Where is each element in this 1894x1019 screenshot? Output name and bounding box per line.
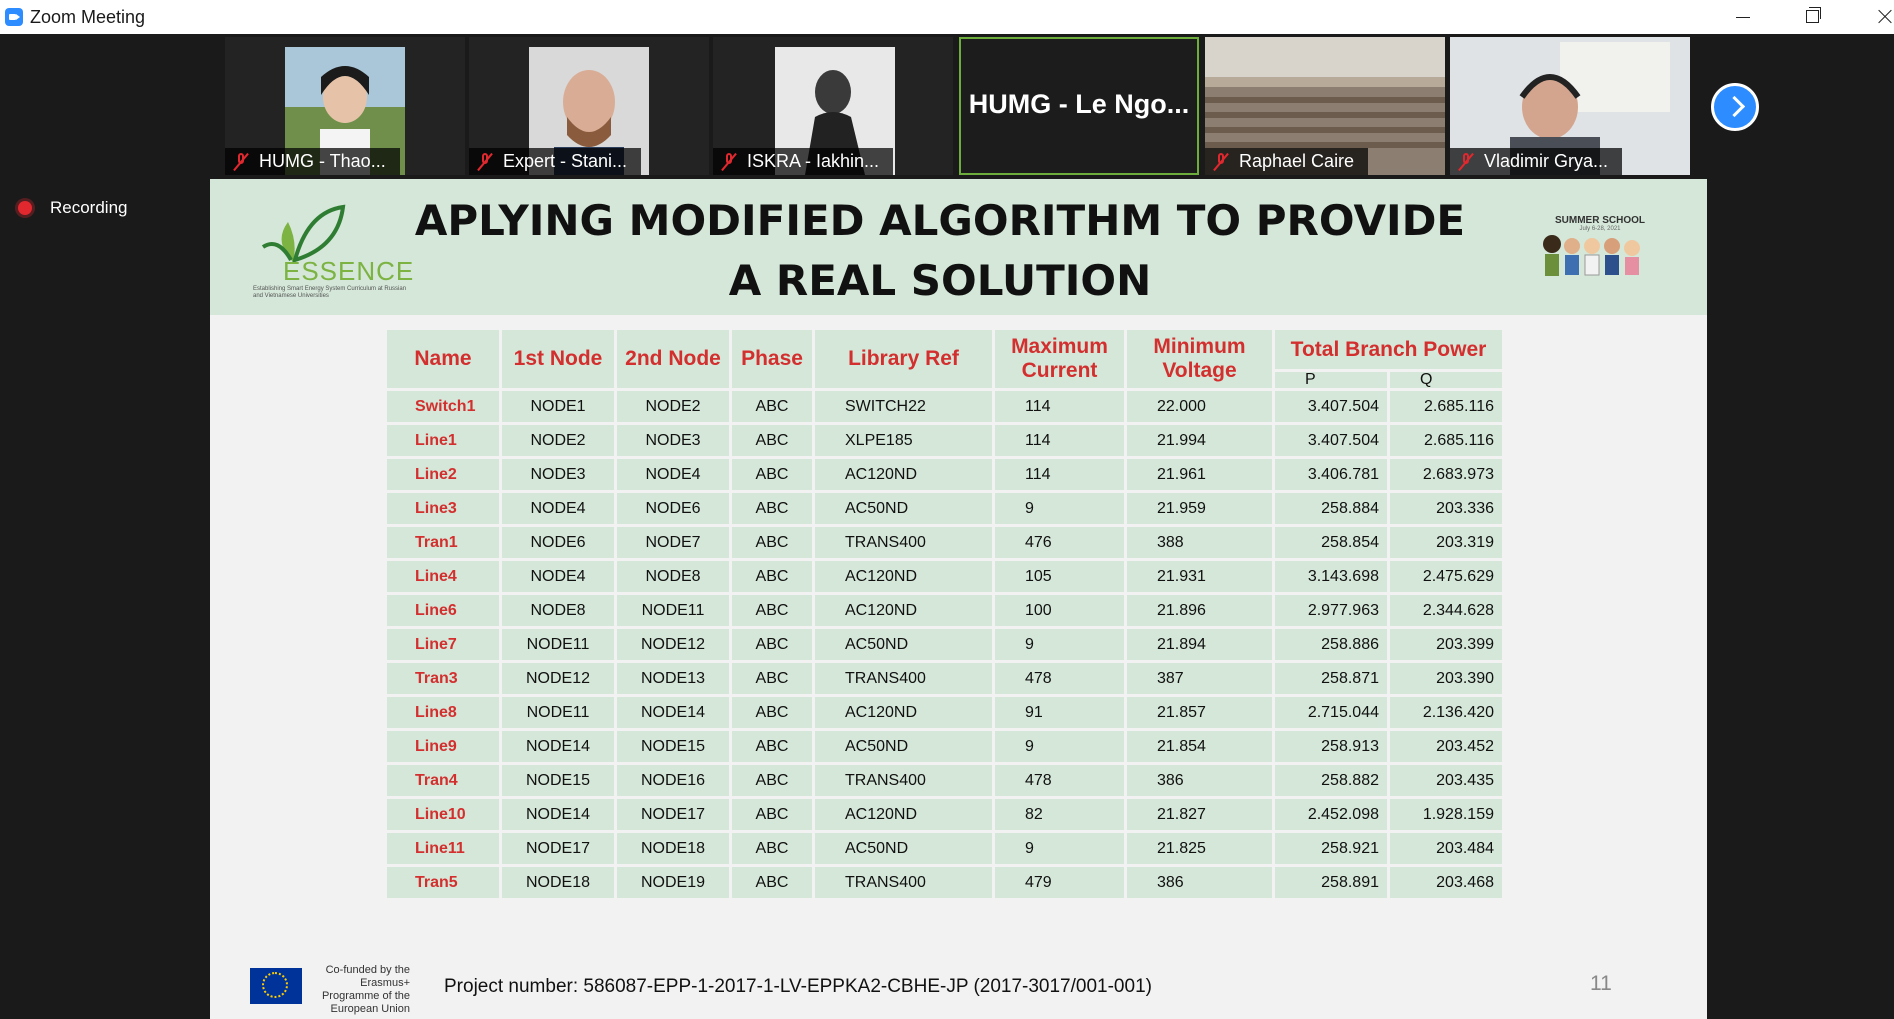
slide-header — [210, 179, 1707, 315]
cell-p: 3.407.504 — [1274, 390, 1389, 424]
cell-max-current: 114 — [994, 424, 1126, 458]
cell-min-voltage: 388 — [1126, 526, 1274, 560]
mic-muted-icon — [1458, 153, 1474, 170]
table-row — [386, 458, 1504, 492]
table-row — [386, 866, 1504, 900]
participant-tile[interactable] — [225, 37, 465, 175]
cell-q: 2.344.628 — [1389, 594, 1504, 628]
cell-min-voltage: 21.894 — [1126, 628, 1274, 662]
cell-q: 203.468 — [1389, 866, 1504, 900]
cell-min-voltage: 21.854 — [1126, 730, 1274, 764]
cell-library-ref: AC50ND — [814, 832, 994, 866]
cell-phase: ABC — [731, 628, 814, 662]
cell-name: Line2 — [386, 458, 501, 492]
cell-min-voltage: 387 — [1126, 662, 1274, 696]
cell-2nd-node: NODE14 — [616, 696, 731, 730]
col-header-min-voltage: Minimum Voltage — [1126, 329, 1274, 390]
cell-phase: ABC — [731, 798, 814, 832]
cell-library-ref: AC120ND — [814, 458, 994, 492]
col-header-total-branch-power: Total Branch Power — [1274, 329, 1504, 371]
cell-p: 258.882 — [1274, 764, 1389, 798]
col-header-2nd-node: 2nd Node — [616, 329, 731, 390]
restore-button[interactable] — [1788, 0, 1834, 34]
cell-2nd-node: NODE2 — [616, 390, 731, 424]
cell-library-ref: TRANS400 — [814, 764, 994, 798]
cell-phase: ABC — [731, 730, 814, 764]
cell-q: 2.475.629 — [1389, 560, 1504, 594]
cell-2nd-node: NODE7 — [616, 526, 731, 560]
zoom-app-icon — [5, 8, 23, 26]
cell-2nd-node: NODE8 — [616, 560, 731, 594]
logo-subtitle: Establishing Smart Energy System Curriculum at Russian and Vietnamese Universities — [253, 286, 407, 299]
cell-1st-node: NODE18 — [501, 866, 616, 900]
cell-1st-node: NODE4 — [501, 492, 616, 526]
cell-p: 258.913 — [1274, 730, 1389, 764]
cell-q: 2.685.116 — [1389, 390, 1504, 424]
cell-2nd-node: NODE18 — [616, 832, 731, 866]
next-page-button[interactable] — [1711, 83, 1759, 131]
cell-max-current: 114 — [994, 458, 1126, 492]
table-row — [386, 492, 1504, 526]
cell-2nd-node: NODE15 — [616, 730, 731, 764]
close-button[interactable] — [1860, 0, 1894, 34]
cell-q: 2.683.973 — [1389, 458, 1504, 492]
cell-2nd-node: NODE19 — [616, 866, 731, 900]
participant-tile[interactable] — [1450, 37, 1690, 175]
cell-1st-node: NODE14 — [501, 730, 616, 764]
cell-name: Line10 — [386, 798, 501, 832]
cell-1st-node: NODE8 — [501, 594, 616, 628]
col-header-library-ref: Library Ref — [814, 329, 994, 390]
cell-1st-node: NODE11 — [501, 628, 616, 662]
cell-library-ref: AC50ND — [814, 628, 994, 662]
cell-library-ref: AC120ND — [814, 560, 994, 594]
cell-1st-node: NODE6 — [501, 526, 616, 560]
active-speaker-name: HUMG - Le Ngo... — [968, 89, 1190, 119]
summer-school-badge — [1540, 215, 1660, 297]
cell-max-current: 100 — [994, 594, 1126, 628]
table-row — [386, 832, 1504, 866]
cell-phase: ABC — [731, 424, 814, 458]
table-row — [386, 798, 1504, 832]
cell-name: Line4 — [386, 560, 501, 594]
cell-min-voltage: 21.931 — [1126, 560, 1274, 594]
cell-library-ref: SWITCH22 — [814, 390, 994, 424]
cell-min-voltage: 21.827 — [1126, 798, 1274, 832]
cell-1st-node: NODE1 — [501, 390, 616, 424]
cell-min-voltage: 21.857 — [1126, 696, 1274, 730]
cell-max-current: 114 — [994, 390, 1126, 424]
mic-muted-icon — [1213, 153, 1229, 170]
cell-1st-node: NODE4 — [501, 560, 616, 594]
cell-phase: ABC — [731, 492, 814, 526]
cell-1st-node: NODE17 — [501, 832, 616, 866]
cell-phase: ABC — [731, 832, 814, 866]
table-row — [386, 730, 1504, 764]
cell-library-ref: TRANS400 — [814, 526, 994, 560]
cell-name: Tran1 — [386, 526, 501, 560]
participant-name: Vladimir Grya... — [1450, 148, 1622, 175]
cell-2nd-node: NODE16 — [616, 764, 731, 798]
cell-library-ref: AC50ND — [814, 492, 994, 526]
table-row — [386, 424, 1504, 458]
table-row — [386, 390, 1504, 424]
cell-phase: ABC — [731, 696, 814, 730]
cell-p: 258.886 — [1274, 628, 1389, 662]
cell-min-voltage: 21.994 — [1126, 424, 1274, 458]
cell-min-voltage: 386 — [1126, 866, 1274, 900]
mic-muted-icon — [233, 153, 249, 170]
cell-q: 203.390 — [1389, 662, 1504, 696]
cell-phase: ABC — [731, 526, 814, 560]
cell-max-current: 9 — [994, 492, 1126, 526]
cell-p: 2.977.963 — [1274, 594, 1389, 628]
cell-max-current: 479 — [994, 866, 1126, 900]
participant-name: Expert - Stani... — [469, 148, 641, 175]
cell-p: 3.143.698 — [1274, 560, 1389, 594]
table-row — [386, 560, 1504, 594]
cell-q: 203.319 — [1389, 526, 1504, 560]
cell-max-current: 9 — [994, 832, 1126, 866]
table-row — [386, 526, 1504, 560]
table-row — [386, 594, 1504, 628]
cell-max-current: 476 — [994, 526, 1126, 560]
cell-name: Line11 — [386, 832, 501, 866]
cell-1st-node: NODE2 — [501, 424, 616, 458]
logo-text: ESSENCE — [283, 256, 415, 286]
shared-slide — [210, 179, 1707, 1019]
cell-min-voltage: 21.959 — [1126, 492, 1274, 526]
cell-max-current: 105 — [994, 560, 1126, 594]
recording-label: Recording — [50, 198, 128, 217]
cell-1st-node: NODE11 — [501, 696, 616, 730]
cell-library-ref: AC120ND — [814, 696, 994, 730]
cell-name: Line7 — [386, 628, 501, 662]
cell-q: 203.336 — [1389, 492, 1504, 526]
table-row — [386, 696, 1504, 730]
cell-name: Tran5 — [386, 866, 501, 900]
participant-tile[interactable] — [713, 37, 953, 175]
slide-title: APLYING MODIFIED ALGORITHM TO PROVIDE A REAL SOLUTION — [414, 196, 1466, 305]
cell-library-ref: XLPE185 — [814, 424, 994, 458]
cell-max-current: 91 — [994, 696, 1126, 730]
cell-1st-node: NODE15 — [501, 764, 616, 798]
table-row — [386, 764, 1504, 798]
cell-min-voltage: 21.896 — [1126, 594, 1274, 628]
cell-library-ref: TRANS400 — [814, 866, 994, 900]
table-row — [386, 628, 1504, 662]
cell-2nd-node: NODE13 — [616, 662, 731, 696]
cell-phase: ABC — [731, 458, 814, 492]
cell-2nd-node: NODE3 — [616, 424, 731, 458]
cell-max-current: 478 — [994, 662, 1126, 696]
cell-2nd-node: NODE4 — [616, 458, 731, 492]
window-title: Zoom Meeting — [30, 7, 146, 27]
cell-p: 258.871 — [1274, 662, 1389, 696]
cell-phase: ABC — [731, 390, 814, 424]
minimize-button[interactable] — [1720, 0, 1766, 34]
students-illustration — [1540, 232, 1650, 292]
cell-name: Line6 — [386, 594, 501, 628]
essence-logo — [253, 202, 415, 302]
cell-q: 1.928.159 — [1389, 798, 1504, 832]
cell-name: Line3 — [386, 492, 501, 526]
col-header-name: Name — [386, 329, 501, 390]
cell-p: 3.406.781 — [1274, 458, 1389, 492]
cell-p: 3.407.504 — [1274, 424, 1389, 458]
cell-q: 203.399 — [1389, 628, 1504, 662]
cell-phase: ABC — [731, 866, 814, 900]
cell-phase: ABC — [731, 662, 814, 696]
cell-max-current: 9 — [994, 628, 1126, 662]
cell-p: 258.891 — [1274, 866, 1389, 900]
col-header-p: P — [1274, 371, 1389, 390]
cell-library-ref: AC120ND — [814, 594, 994, 628]
cell-q: 203.435 — [1389, 764, 1504, 798]
table-row — [386, 662, 1504, 696]
cell-2nd-node: NODE17 — [616, 798, 731, 832]
cell-min-voltage: 21.825 — [1126, 832, 1274, 866]
cell-min-voltage: 21.961 — [1126, 458, 1274, 492]
cell-max-current: 9 — [994, 730, 1126, 764]
branch-results-table — [384, 327, 1505, 901]
cell-q: 2.685.116 — [1389, 424, 1504, 458]
cell-name: Line8 — [386, 696, 501, 730]
cell-2nd-node: NODE6 — [616, 492, 731, 526]
participant-name: ISKRA - Iakhin... — [713, 148, 893, 175]
participant-tile-active-speaker[interactable] — [959, 37, 1199, 175]
window-titlebar — [0, 0, 1894, 34]
cell-name: Line1 — [386, 424, 501, 458]
participant-tile[interactable] — [1205, 37, 1445, 175]
cell-name: Tran4 — [386, 764, 501, 798]
cell-1st-node: NODE14 — [501, 798, 616, 832]
cell-min-voltage: 22.000 — [1126, 390, 1274, 424]
cell-p: 2.452.098 — [1274, 798, 1389, 832]
cell-q: 2.136.420 — [1389, 696, 1504, 730]
project-number: Project number: 586087-EPP-1-2017-1-LV-EPPKA2-CBHE-JP (2017-3017/001-001) — [444, 976, 1152, 997]
col-header-1st-node: 1st Node — [501, 329, 616, 390]
slide-footer — [210, 959, 1707, 1019]
cell-max-current: 478 — [994, 764, 1126, 798]
cell-library-ref: AC50ND — [814, 730, 994, 764]
eu-cofunded-text: Co-funded by the Erasmus+ Programme of the European Union — [321, 964, 410, 1015]
summer-school-label: SUMMER SCHOOL — [1555, 215, 1645, 226]
cell-phase: ABC — [731, 560, 814, 594]
participant-name: Raphael Caire — [1205, 148, 1368, 175]
cell-library-ref: AC120ND — [814, 798, 994, 832]
participant-tile[interactable] — [469, 37, 709, 175]
cell-name: Tran3 — [386, 662, 501, 696]
cell-phase: ABC — [731, 764, 814, 798]
recording-dot-icon — [18, 201, 32, 215]
restore-icon — [1806, 10, 1819, 23]
cell-library-ref: TRANS400 — [814, 662, 994, 696]
cell-1st-node: NODE12 — [501, 662, 616, 696]
cell-q: 203.484 — [1389, 832, 1504, 866]
cell-min-voltage: 386 — [1126, 764, 1274, 798]
participant-name: HUMG - Thao... — [225, 148, 400, 175]
cell-p: 258.854 — [1274, 526, 1389, 560]
minimize-icon — [1736, 17, 1750, 18]
slide-page-number: 11 — [1590, 972, 1612, 995]
cell-phase: ABC — [731, 594, 814, 628]
cell-name: Switch1 — [386, 390, 501, 424]
cell-q: 203.452 — [1389, 730, 1504, 764]
cell-2nd-node: NODE11 — [616, 594, 731, 628]
mic-muted-icon — [477, 153, 493, 170]
cell-name: Line9 — [386, 730, 501, 764]
eu-flag-icon — [250, 968, 302, 1004]
col-header-q: Q — [1389, 371, 1504, 390]
cell-p: 258.921 — [1274, 832, 1389, 866]
col-header-max-current: Maximum Current — [994, 329, 1126, 390]
cell-2nd-node: NODE12 — [616, 628, 731, 662]
cell-1st-node: NODE3 — [501, 458, 616, 492]
table-body — [386, 390, 1504, 900]
cell-p: 2.715.044 — [1274, 696, 1389, 730]
cell-max-current: 82 — [994, 798, 1126, 832]
cell-p: 258.884 — [1274, 492, 1389, 526]
mic-muted-icon — [721, 153, 737, 170]
summer-school-date: July 6-28, 2021 — [1579, 226, 1621, 232]
col-header-phase: Phase — [731, 329, 814, 390]
